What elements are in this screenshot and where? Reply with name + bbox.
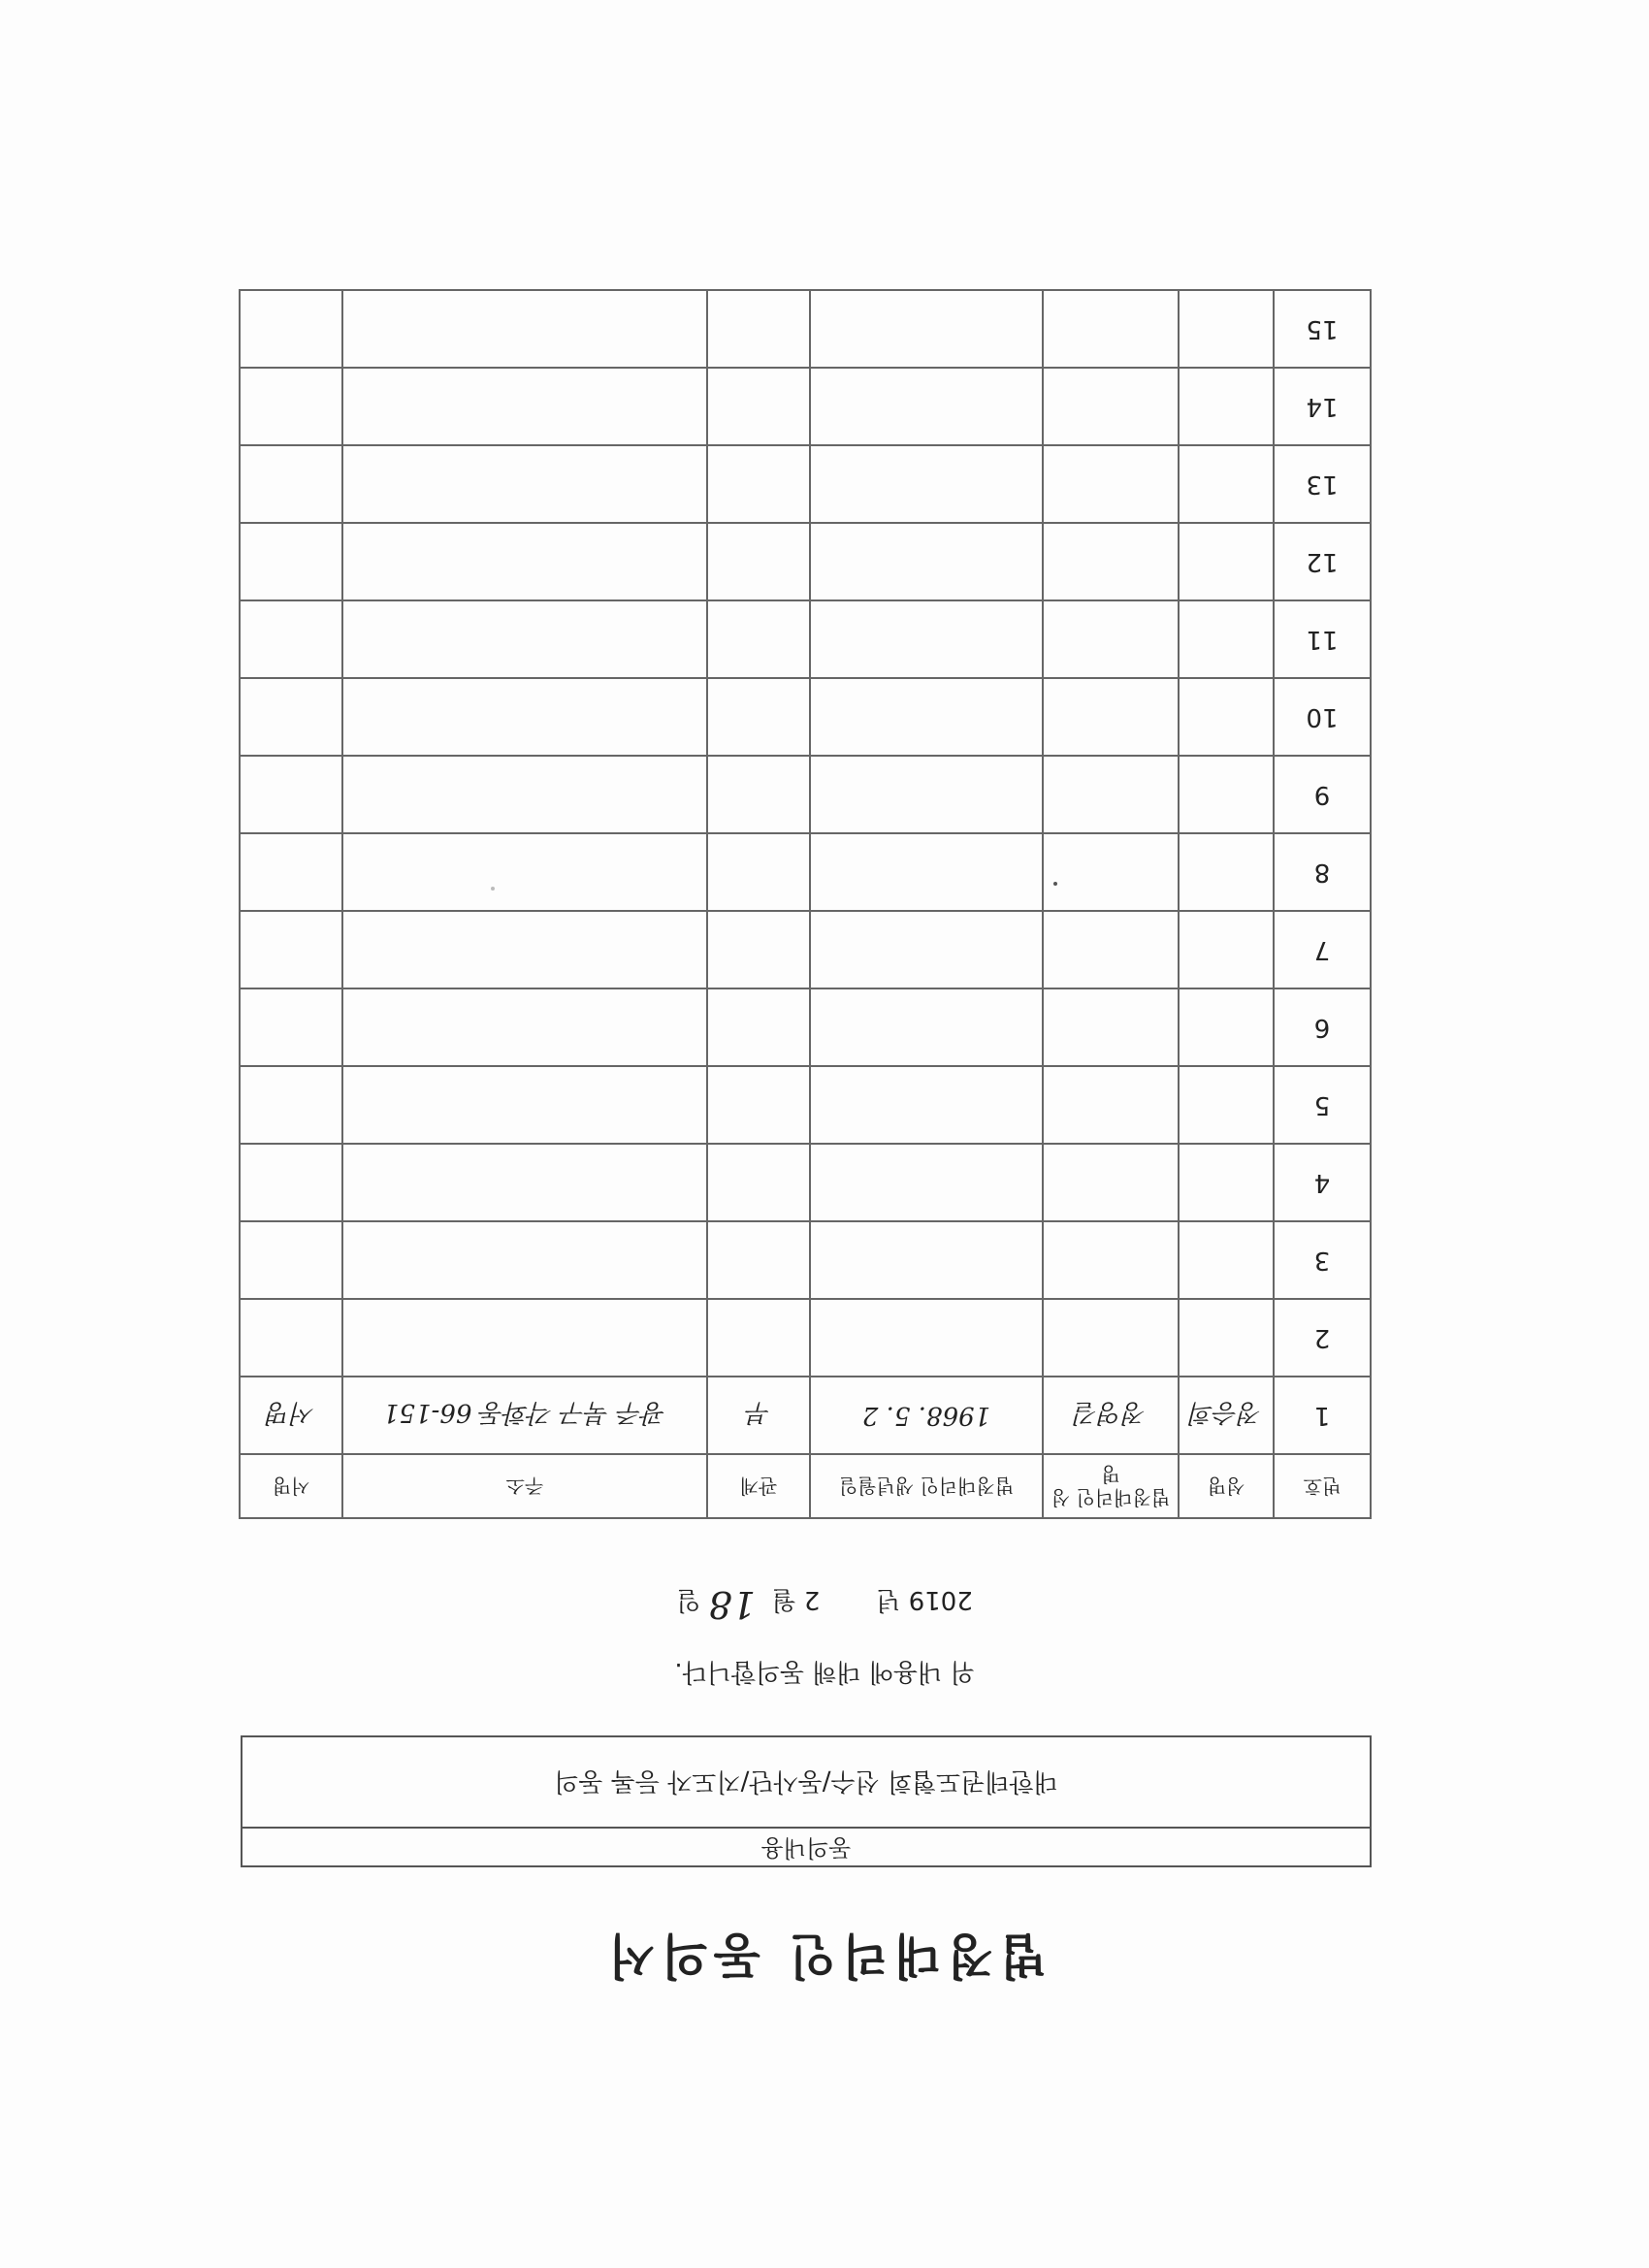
header-guardian-name: 법정대리인 성명 — [1043, 1454, 1179, 1518]
cell-guardian-name: 정영길 — [1043, 1377, 1179, 1454]
cell-guardian-birth: 1968. 5. 2 — [810, 1377, 1043, 1454]
header-guardian-birth: 법정대리인 생년월일 — [810, 1454, 1043, 1518]
cell-address — [342, 290, 707, 368]
cell-name — [1179, 678, 1274, 756]
cell-guardian-birth — [810, 988, 1043, 1066]
cell-signature — [240, 1066, 342, 1144]
cell-no: 7 — [1274, 911, 1371, 988]
cell-guardian-name — [1043, 368, 1179, 445]
cell-name — [1179, 833, 1274, 911]
cell-guardian-name — [1043, 988, 1179, 1066]
cell-relation — [707, 1299, 810, 1377]
consent-text: 대한테권도협회 선수/동사단/지도자 등록 동의 — [554, 1766, 1058, 1796]
cell-no: 11 — [1274, 600, 1371, 678]
header-relation: 관계 — [707, 1454, 810, 1518]
cell-address — [342, 368, 707, 445]
cell-address — [342, 1299, 707, 1377]
document-title: 법정대리인 동의서 — [602, 1928, 1047, 1984]
cell-name — [1179, 1299, 1274, 1377]
table-row — [240, 678, 1371, 756]
cell-signature — [240, 523, 342, 600]
cell-address — [342, 833, 707, 911]
cell-address — [342, 756, 707, 833]
cell-signature — [240, 833, 342, 911]
cell-guardian-birth — [810, 1221, 1043, 1299]
cell-relation — [707, 1066, 810, 1144]
date-day: 18 — [708, 1583, 756, 1626]
cell-relation — [707, 290, 810, 368]
cell-no: 13 — [1274, 445, 1371, 523]
cell-no: 4 — [1274, 1144, 1371, 1221]
cell-address — [342, 678, 707, 756]
cell-guardian-name — [1043, 1144, 1179, 1221]
cell-guardian-name — [1043, 523, 1179, 600]
cell-name — [1179, 1221, 1274, 1299]
table-row — [240, 368, 1371, 445]
cell-no: 8 — [1274, 833, 1371, 911]
cell-relation — [707, 833, 810, 911]
guardian-table — [239, 289, 1372, 1519]
table-row — [240, 1377, 1371, 1454]
cell-name — [1179, 1144, 1274, 1221]
cell-guardian-name — [1043, 911, 1179, 988]
cell-name — [1179, 756, 1274, 833]
header-signature: 서명 — [240, 1454, 342, 1518]
table-row — [240, 988, 1371, 1066]
cell-signature — [240, 368, 342, 445]
cell-name — [1179, 911, 1274, 988]
date-month: 2 — [803, 1585, 821, 1614]
cell-guardian-name — [1043, 678, 1179, 756]
cell-name — [1179, 1066, 1274, 1144]
cell-guardian-name — [1043, 1299, 1179, 1377]
date-day-unit: 일 — [676, 1585, 701, 1614]
cell-no: 3 — [1274, 1221, 1371, 1299]
header-address: 주소 — [342, 1454, 707, 1518]
cell-no: 14 — [1274, 368, 1371, 445]
cell-name: 정승희 — [1179, 1377, 1274, 1454]
cell-relation — [707, 368, 810, 445]
cell-no: 1 — [1274, 1377, 1371, 1454]
header-no: 번호 — [1274, 1454, 1371, 1518]
cell-relation — [707, 988, 810, 1066]
cell-guardian-birth — [810, 368, 1043, 445]
table-header-row — [240, 1454, 1371, 1518]
cell-name — [1179, 523, 1274, 600]
cell-no: 10 — [1274, 678, 1371, 756]
cell-signature — [240, 1221, 342, 1299]
cell-relation — [707, 1144, 810, 1221]
cell-relation: 부 — [707, 1377, 810, 1454]
table-row — [240, 1066, 1371, 1144]
cell-address — [342, 1144, 707, 1221]
cell-address — [342, 523, 707, 600]
cell-guardian-name — [1043, 600, 1179, 678]
consent-heading: 동의내용 — [242, 1827, 1370, 1865]
cell-signature — [240, 290, 342, 368]
cell-guardian-birth — [810, 290, 1043, 368]
table-row — [240, 523, 1371, 600]
cell-signature — [240, 756, 342, 833]
header-name: 성명 — [1179, 1454, 1274, 1518]
table-row — [240, 911, 1371, 988]
table-body — [240, 290, 1371, 1454]
cell-guardian-birth — [810, 445, 1043, 523]
cell-no: 15 — [1274, 290, 1371, 368]
cell-guardian-birth — [810, 833, 1043, 911]
cell-no: 6 — [1274, 988, 1371, 1066]
cell-guardian-birth — [810, 678, 1043, 756]
date-year-unit: 년 — [876, 1585, 901, 1614]
cell-relation — [707, 1221, 810, 1299]
cell-no: 5 — [1274, 1066, 1371, 1144]
cell-address — [342, 445, 707, 523]
cell-name — [1179, 445, 1274, 523]
cell-address — [342, 988, 707, 1066]
table-row — [240, 833, 1371, 911]
cell-signature: 서명 — [240, 1377, 342, 1454]
cell-guardian-name — [1043, 290, 1179, 368]
cell-guardian-birth — [810, 756, 1043, 833]
cell-address — [342, 911, 707, 988]
cell-address — [342, 1221, 707, 1299]
consent-box — [241, 1735, 1372, 1867]
cell-signature — [240, 911, 342, 988]
cell-guardian-birth — [810, 1144, 1043, 1221]
cell-guardian-name — [1043, 1066, 1179, 1144]
cell-relation — [707, 756, 810, 833]
cell-name — [1179, 368, 1274, 445]
cell-guardian-name — [1043, 833, 1179, 911]
date-month-unit: 월 — [771, 1585, 796, 1614]
cell-relation — [707, 523, 810, 600]
agreement-statement: 위 내용에 대해 동의합니다. — [674, 1657, 975, 1686]
table-row — [240, 1299, 1371, 1377]
table-row — [240, 1144, 1371, 1221]
cell-guardian-name — [1043, 445, 1179, 523]
scan-speck — [1053, 882, 1057, 886]
cell-no: 12 — [1274, 523, 1371, 600]
date-year: 2019 — [908, 1585, 973, 1614]
cell-relation — [707, 678, 810, 756]
cell-name — [1179, 600, 1274, 678]
table-row — [240, 756, 1371, 833]
cell-signature — [240, 678, 342, 756]
signing-date — [0, 1583, 1649, 1626]
scan-speck — [491, 887, 495, 891]
cell-guardian-birth — [810, 911, 1043, 988]
table-row — [240, 1221, 1371, 1299]
cell-guardian-birth — [810, 523, 1043, 600]
cell-relation — [707, 600, 810, 678]
cell-relation — [707, 911, 810, 988]
cell-guardian-birth — [810, 1066, 1043, 1144]
cell-signature — [240, 1299, 342, 1377]
cell-no: 2 — [1274, 1299, 1371, 1377]
cell-signature — [240, 988, 342, 1066]
cell-name — [1179, 290, 1274, 368]
cell-signature — [240, 1144, 342, 1221]
cell-relation — [707, 445, 810, 523]
cell-name — [1179, 988, 1274, 1066]
cell-guardian-birth — [810, 1299, 1043, 1377]
cell-address — [342, 1066, 707, 1144]
table-row — [240, 445, 1371, 523]
cell-guardian-name — [1043, 1221, 1179, 1299]
cell-no: 9 — [1274, 756, 1371, 833]
table-row — [240, 600, 1371, 678]
cell-address — [342, 600, 707, 678]
cell-signature — [240, 445, 342, 523]
cell-signature — [240, 600, 342, 678]
cell-guardian-birth — [810, 600, 1043, 678]
cell-address: 광주 북구 각화동 66-151 — [342, 1377, 707, 1454]
cell-guardian-name — [1043, 756, 1179, 833]
table-row — [240, 290, 1371, 368]
